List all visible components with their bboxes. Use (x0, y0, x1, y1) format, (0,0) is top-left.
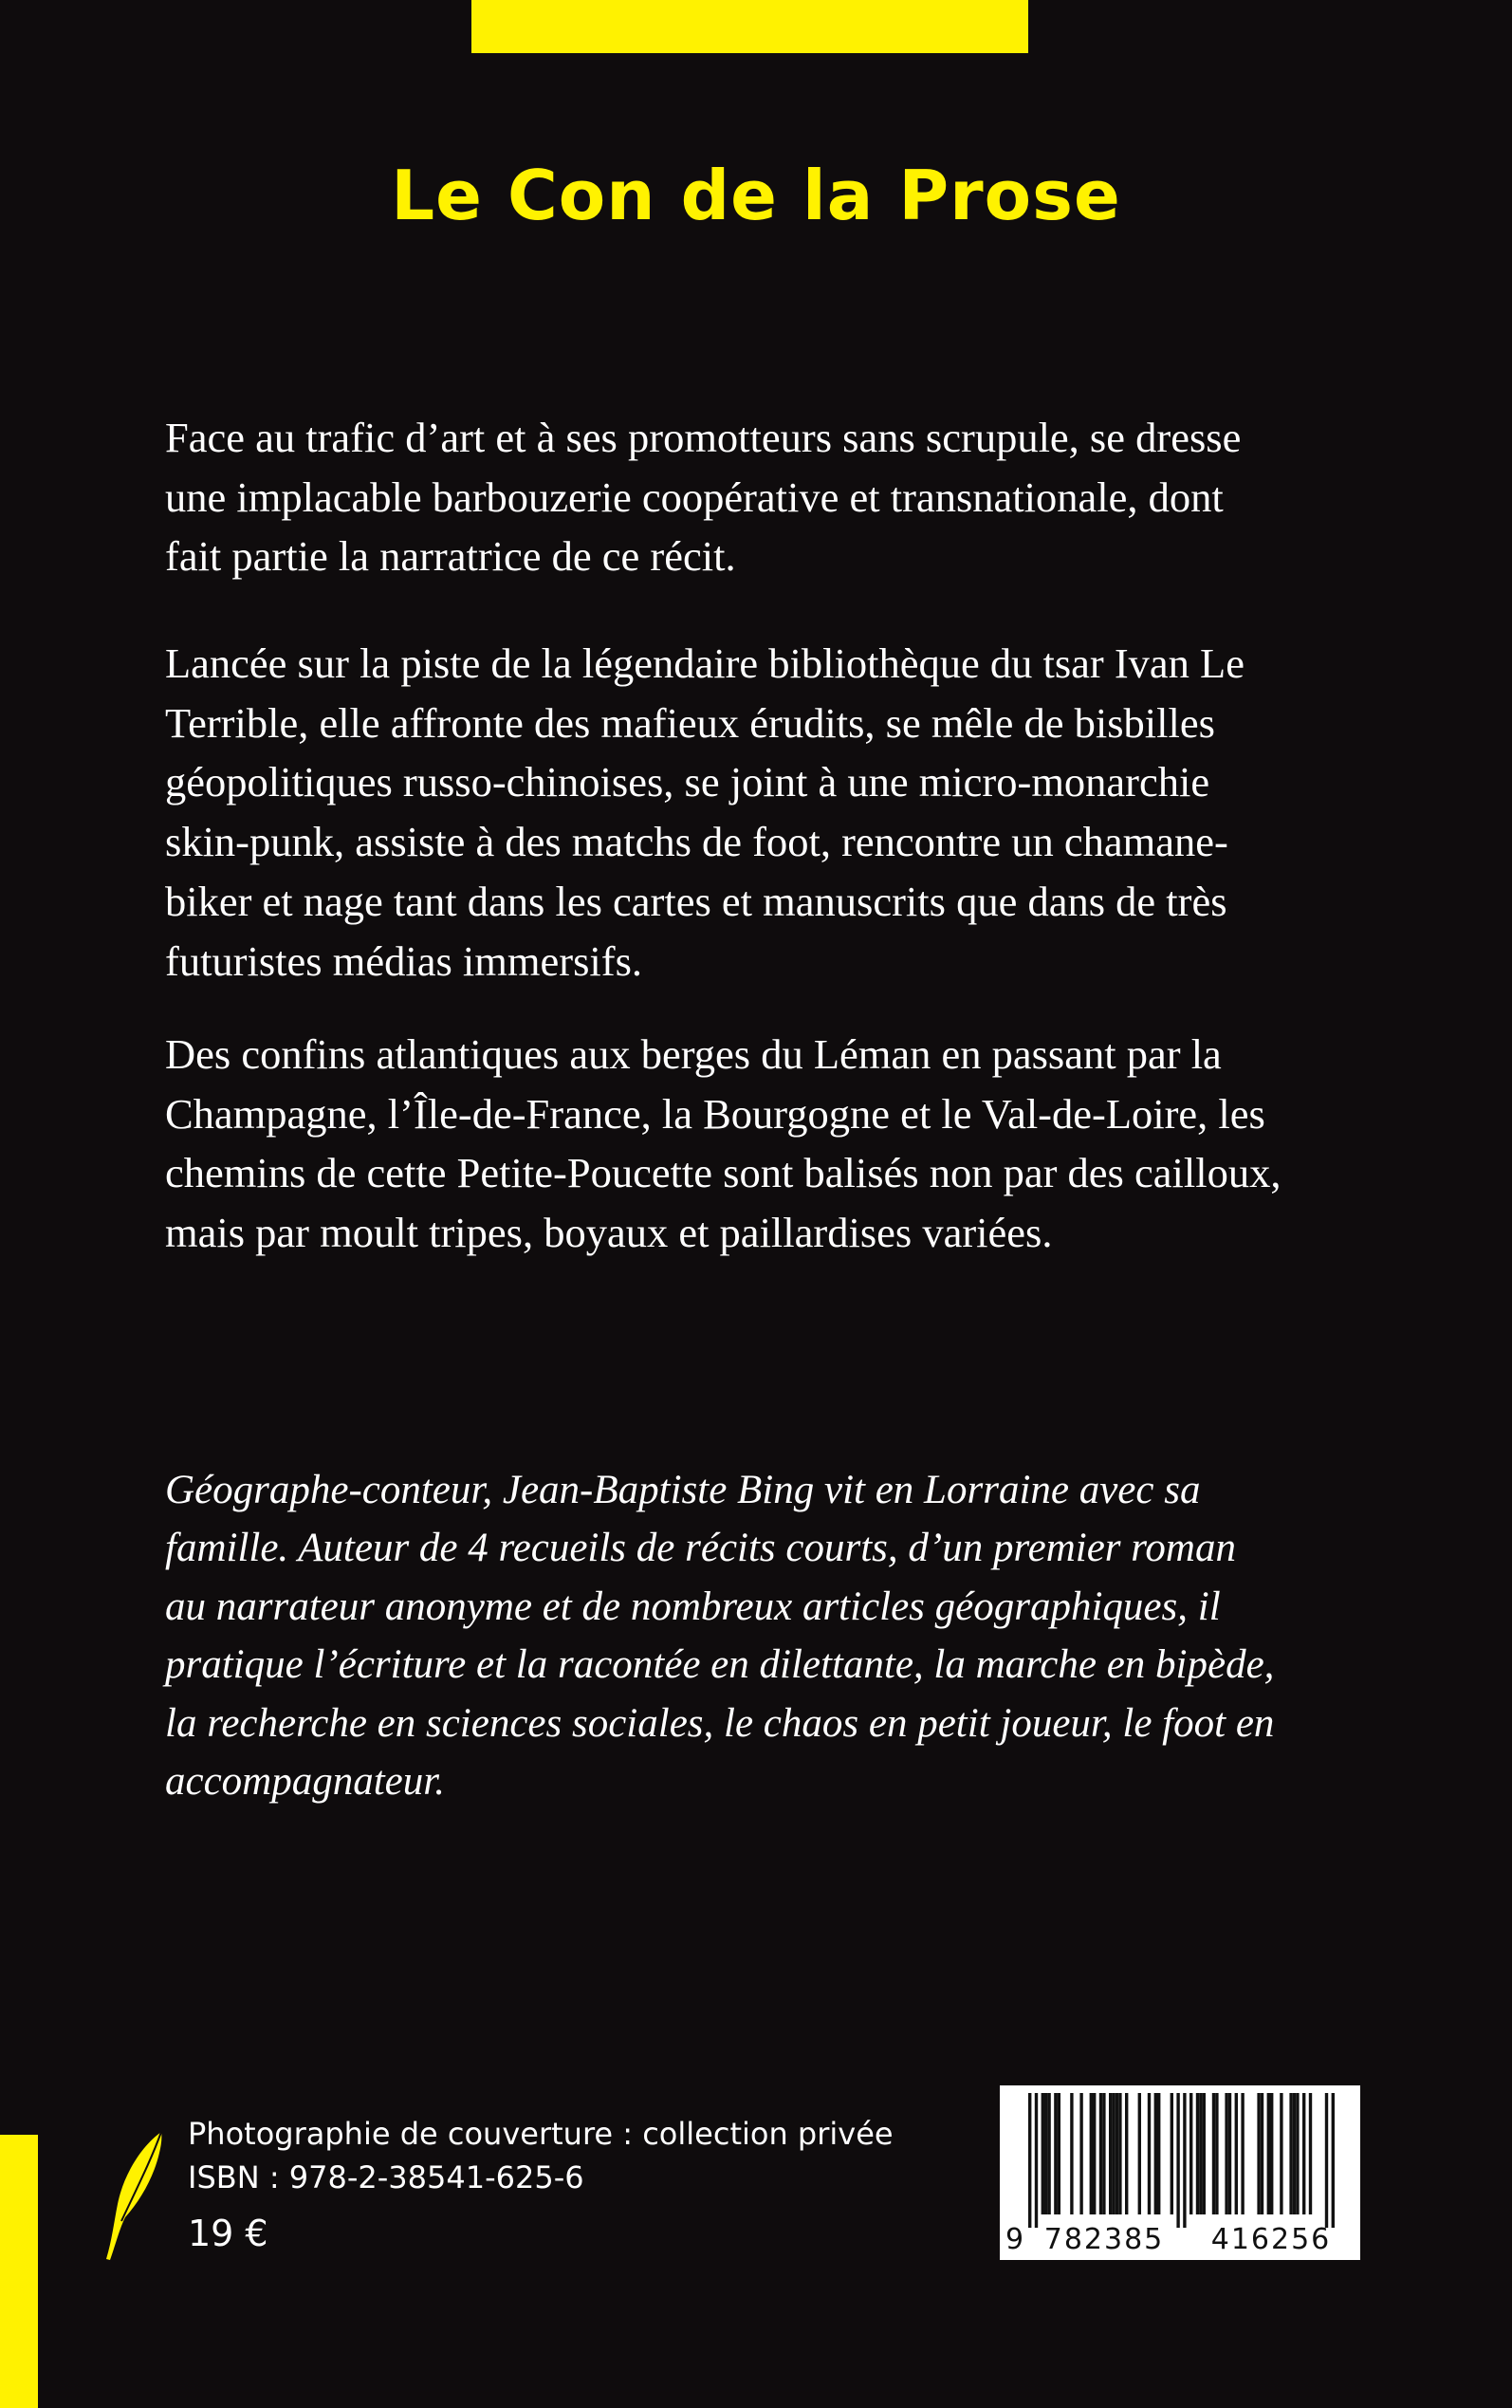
barcode-bar (1047, 2093, 1050, 2214)
bio-line: pratique l’écriture et la racontée en dilettante, la marche en bipède, (165, 1642, 1275, 1688)
barcode-bar (1235, 2093, 1238, 2214)
barcode-bar (1225, 2093, 1227, 2214)
barcode-bar (1154, 2093, 1157, 2214)
author-bio (165, 1461, 1341, 1811)
barcode-bar (1125, 2093, 1128, 2214)
barcode-bar (1028, 2093, 1031, 2228)
barcode-bar (1090, 2093, 1093, 2214)
barcode-bar (1296, 2093, 1299, 2214)
barcode-bar (1157, 2093, 1160, 2214)
barcode-bar (1102, 2093, 1105, 2214)
blurb-paragraph-3 (165, 1025, 1341, 1263)
blurb-line: chemins de cette Petite-Poucette sont balisés non par des cailloux, (165, 1149, 1282, 1197)
barcode-bar (1070, 2093, 1073, 2214)
barcode-bar (1332, 2093, 1335, 2228)
book-title: Le Con de la Prose (391, 156, 1121, 235)
barcode-bar (1118, 2093, 1121, 2214)
blurb-line: Lancée sur la piste de la légendaire bibliothèque du tsar Ivan Le (165, 639, 1245, 687)
blurb-line: Des confins atlantiques aux berges du Léman en passant par la (165, 1030, 1222, 1078)
blurb-line: une implacable barbouzerie coopérative et transnationale, dont (165, 472, 1224, 521)
barcode-bar (1112, 2093, 1115, 2214)
blurb-line: skin-punk, assiste à des matchs de foot, rencontre un chamane- (165, 818, 1228, 866)
barcode-bar (1042, 2093, 1044, 2214)
barcode-bars (1000, 2085, 1360, 2228)
photo-credit: Photographie de couverture : collection privée (188, 2116, 894, 2152)
barcode-bar (1099, 2093, 1102, 2214)
barcode-bar (1261, 2093, 1263, 2214)
barcode-bar (1309, 2093, 1312, 2214)
barcode-bar (1212, 2093, 1215, 2214)
barcode-bar (1302, 2093, 1305, 2214)
barcode-bar (1215, 2093, 1218, 2214)
barcode-bar (1079, 2093, 1082, 2214)
blurb-line: Terrible, elle affronte des mafieux érudits, se mêle de bisbilles (165, 698, 1215, 747)
barcode-bar (1325, 2093, 1328, 2228)
barcode-bar (1093, 2093, 1096, 2214)
barcode (1000, 2085, 1360, 2260)
barcode-bar (1189, 2093, 1192, 2214)
bio-line: famille. Auteur de 4 recueils de récits courts, d’un premier roman (165, 1526, 1236, 1571)
barcode-bar (1241, 2093, 1244, 2214)
blurb-line: fait partie la narratrice de ce récit. (165, 532, 736, 581)
blurb-line: futuristes médias immersifs. (165, 936, 643, 985)
barcode-right-group: 416256 (1210, 2223, 1332, 2256)
blurb-line: Face au trafic d’art et à ses promotteurs sans scrupule, se dresse (165, 414, 1242, 461)
price: 19 € (188, 2212, 268, 2254)
barcode-bar (1044, 2093, 1047, 2214)
barcode-left-group: 782385 (1043, 2223, 1165, 2256)
barcode-bar (1058, 2093, 1060, 2214)
isbn: ISBN : 978-2-38541-625-6 (188, 2159, 584, 2196)
blurb-line: biker et nage tant dans les cartes et manuscrits que dans de très (165, 877, 1227, 925)
barcode-bar (1270, 2093, 1273, 2214)
quill-feather-icon (102, 2130, 167, 2263)
barcode-bar (1203, 2093, 1206, 2214)
bio-line: Géographe-conteur, Jean-Baptiste Bing vit en Lorraine avec sa (165, 1468, 1201, 1512)
barcode-first-digit: 9 (1005, 2223, 1024, 2256)
barcode-bar (1171, 2093, 1173, 2214)
footer-info (188, 2112, 894, 2260)
barcode-bar (1109, 2093, 1112, 2214)
barcode-bar (1199, 2093, 1202, 2214)
blurb-line: Champagne, l’Île-de-France, la Bourgogne et le Val-de-Loire, les (165, 1089, 1265, 1138)
left-accent-band (0, 2135, 38, 2408)
barcode-bar (1196, 2093, 1199, 2214)
bio-line: accompagnateur. (165, 1759, 445, 1805)
barcode-bar (1289, 2093, 1292, 2214)
barcode-bar (1293, 2093, 1296, 2214)
barcode-bar (1138, 2093, 1141, 2214)
barcode-bar (1176, 2093, 1179, 2228)
blurb-paragraph-2 (165, 634, 1341, 991)
blurb-line: géopolitiques russo-chinoises, se joint à une micro-monarchie (165, 758, 1210, 806)
barcode-bar (1054, 2093, 1057, 2214)
barcode-bar (1257, 2093, 1260, 2214)
barcode-bar (1116, 2093, 1118, 2214)
blurb-line: mais par moult tripes, boyaux et paillardises variées. (165, 1209, 1053, 1257)
top-accent-band (471, 0, 1028, 53)
barcode-bar (1228, 2093, 1231, 2214)
bio-line: la recherche en sciences sociales, le chaos en petit joueur, le foot en (165, 1700, 1275, 1746)
barcode-digits (1000, 2223, 1360, 2256)
barcode-bar (1035, 2093, 1038, 2228)
barcode-bar (1267, 2093, 1270, 2214)
barcode-bar (1280, 2093, 1282, 2214)
bio-line: au narrateur anonyme et de nombreux articles géographiques, il (165, 1584, 1221, 1629)
barcode-bar (1148, 2093, 1151, 2214)
barcode-bar (1183, 2093, 1186, 2228)
blurb-paragraph-1 (165, 408, 1341, 586)
